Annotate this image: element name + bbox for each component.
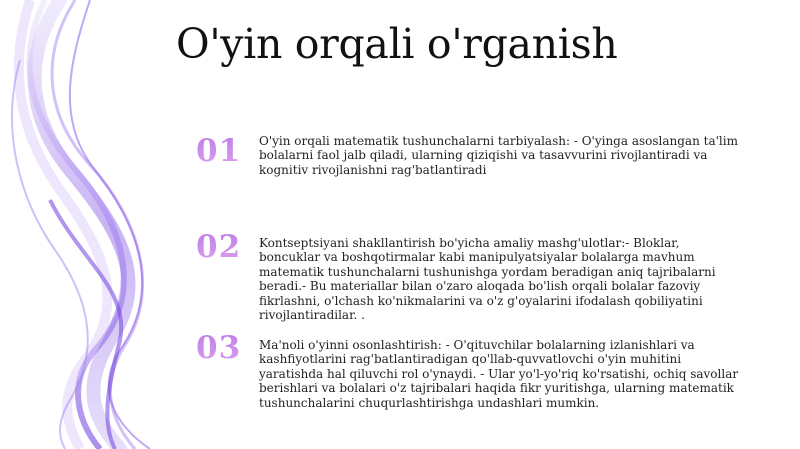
item-number: 01 [196, 133, 242, 169]
item-number: 02 [196, 229, 242, 265]
item-number: 03 [196, 330, 242, 366]
decorative-ribbon-graphic [0, 0, 200, 449]
item-text: Kontseptsiyani shakllantirish bo'yicha amaliy mashg'ulotlar:- Bloklar, boncuklar va boshqotirmalar kabi manipulyatsiyalar bolalarga mavhum matematik tushunchalarni tushunishga yordam beradigan aniq tajribalarni beradi.- Bu materiallar bilan o'zaro aloqada bo'lish orqali bolalar fazoviy fikrlashni, o'lchash ko'nikmalarini va o'z g'oyalarini ifodalash qobiliyatini rivojlantiradilar. . [259, 236, 716, 323]
item-text: O'yin orqali matematik tushunchalarni tarbiyalash: - O'yinga asoslangan ta'lim bolalarni faol jalb qiladi, ularning qiziqishi va tasavvurini rivojlantiradi va kognitiv rivojlanishni rag'batlantiradi [259, 134, 738, 177]
item-text: Ma'noli o'yinni osonlashtirish: - O'qituvchilar bolalarning izlanishlari va kashfiyotlarini rag'batlantiradigan qo'llab-quvvatlovchi o'yin muhitini yaratishda hal qiluvchi rol o'ynaydi. - Ular yo'l-yo'riq ko'rsatishi, ochiq savollar berishlari va bolalari o'z tajribalari haqida fikr yuritishga, ularning matematik tushunchalarini chuqurlashtirishga undashlari mumkin. [259, 338, 739, 410]
slide-title: O'yin orqali o'rganish [176, 20, 618, 68]
